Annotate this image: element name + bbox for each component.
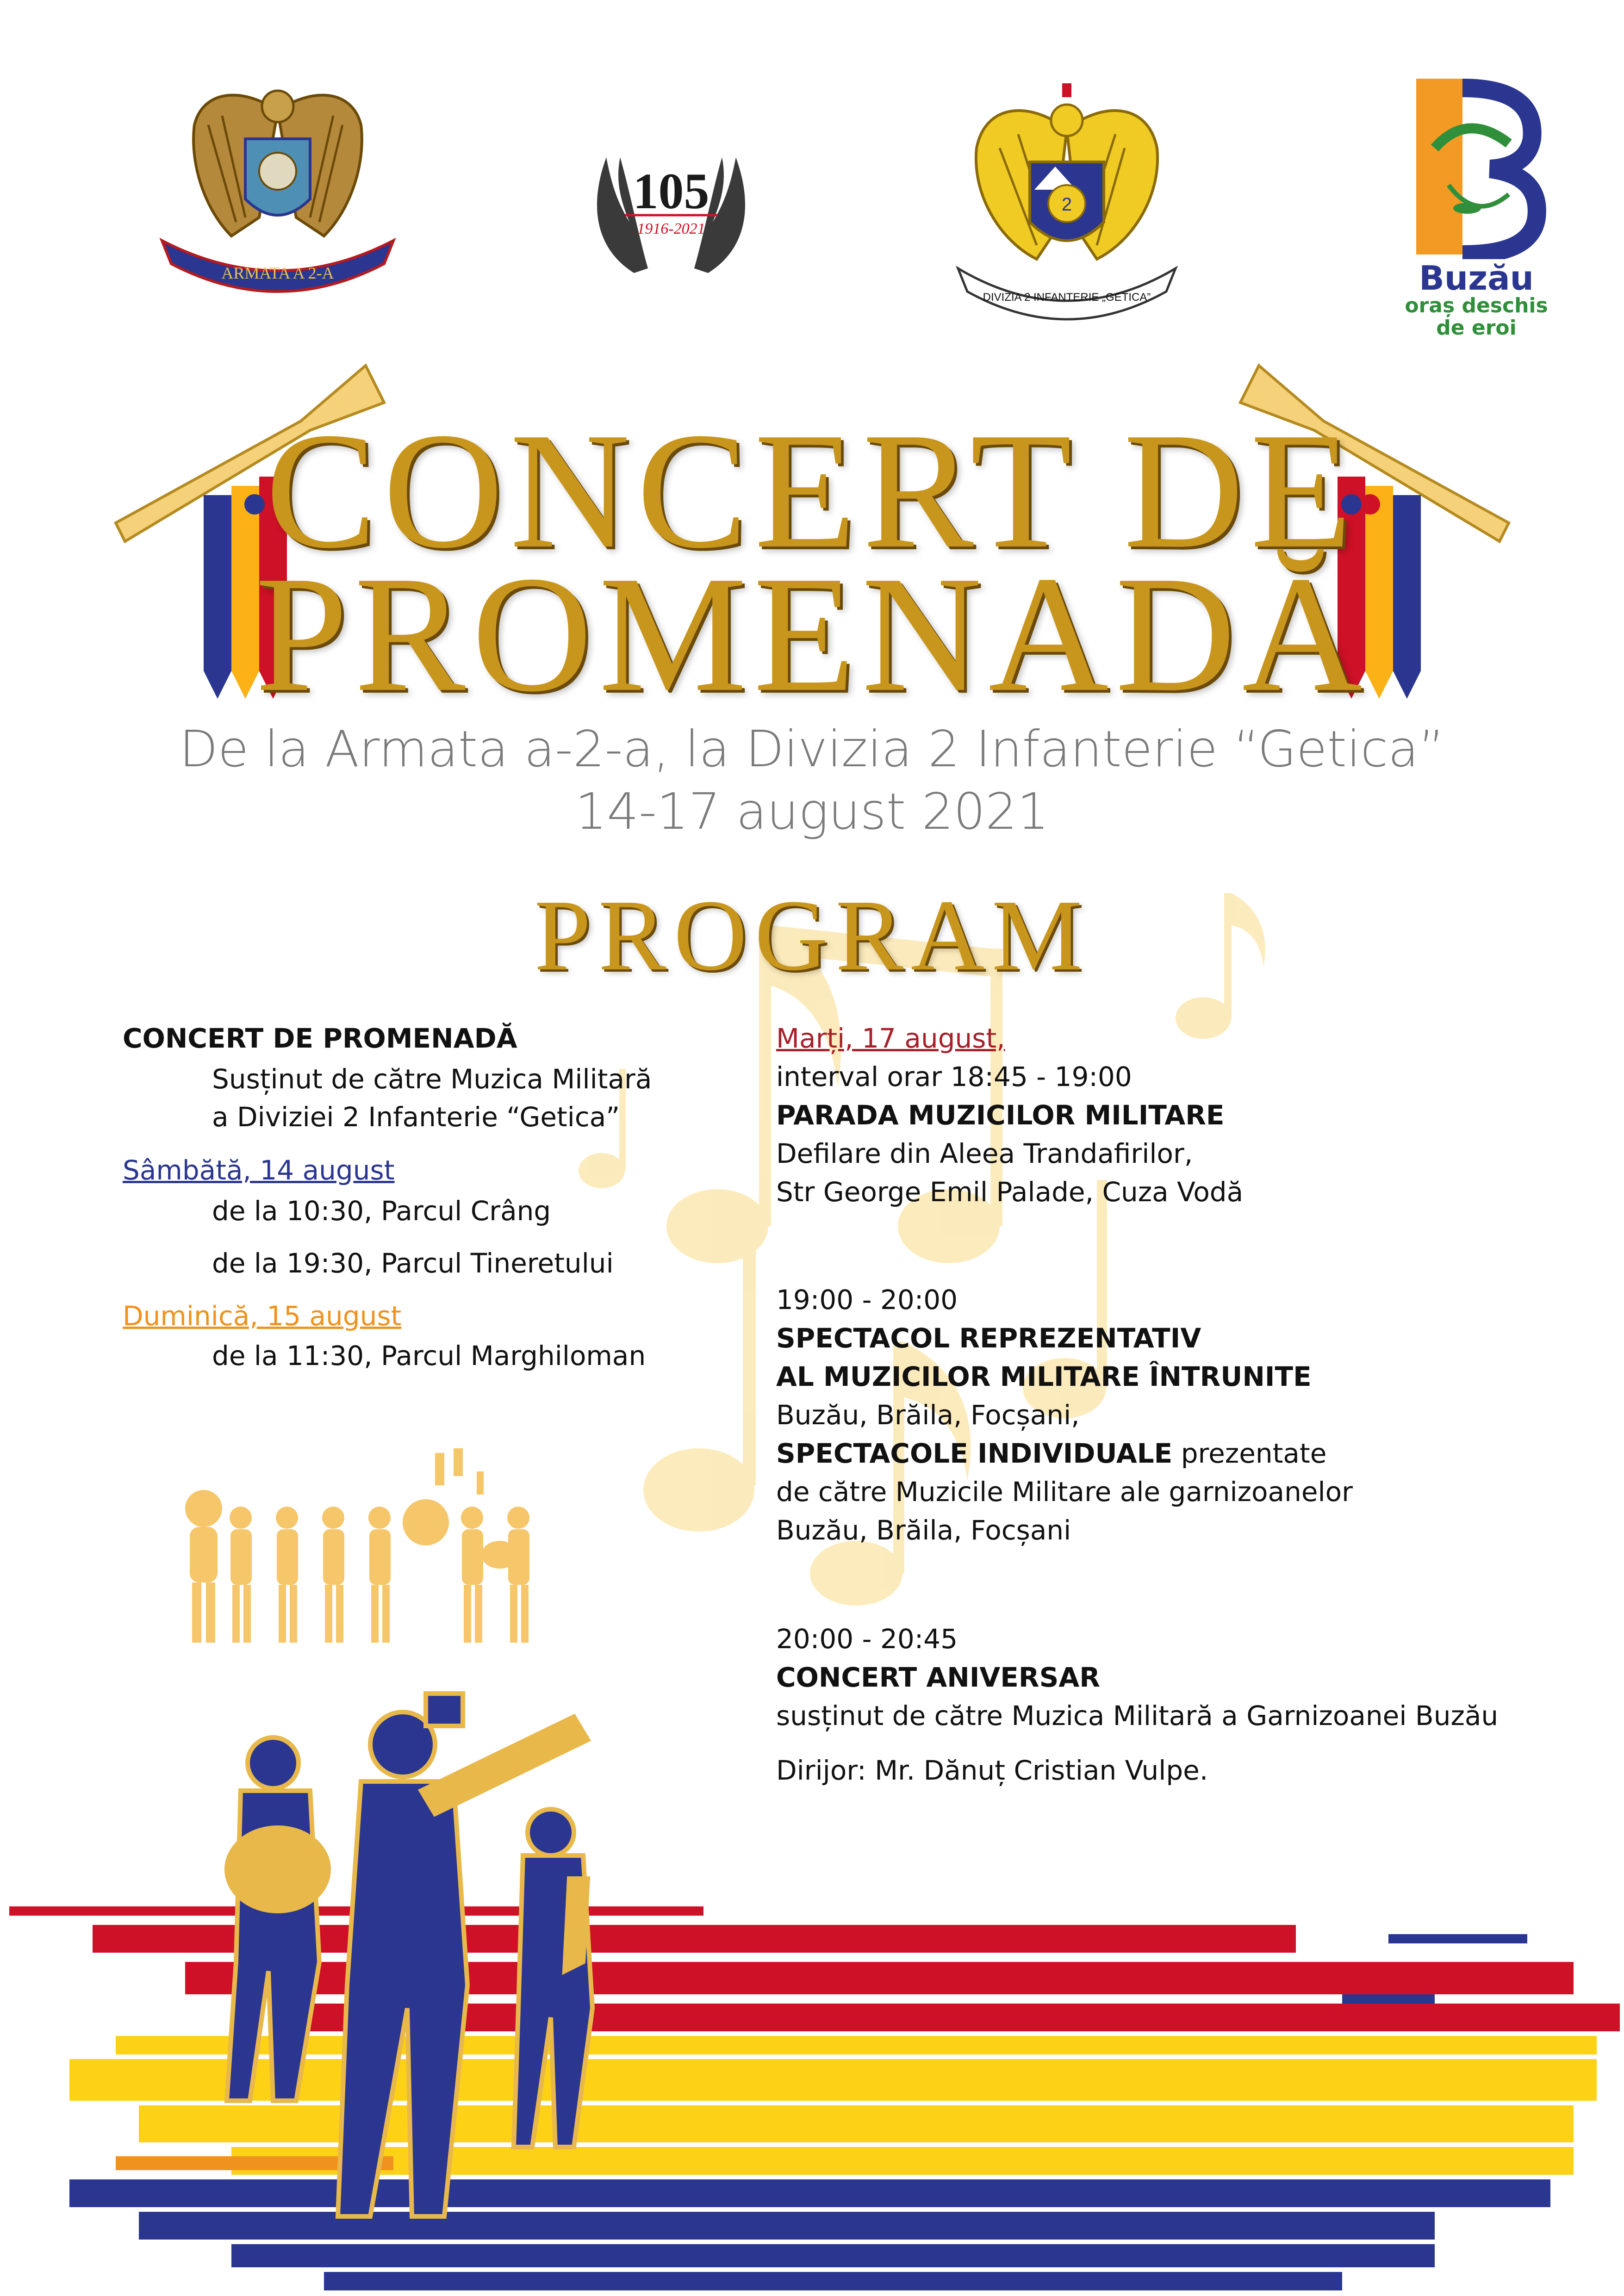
day-tuesday-link[interactable]: Marți, 17 august,	[776, 1023, 1005, 1054]
show-line-4: Buzău, Brăila, Focșani	[776, 1514, 1071, 1546]
show-line-1: Buzău, Brăila, Focșani,	[776, 1399, 1080, 1431]
show-line-2	[776, 1438, 1326, 1470]
anniversary-years: 1916-2021	[637, 220, 705, 237]
division-number: 2	[1061, 194, 1072, 215]
subtitle: De la Armata a-2-a, la Divizia 2 Infanterie “Getica”	[179, 720, 1445, 778]
parade-line-1: Defilare din Aleea Trandafirilor,	[776, 1138, 1193, 1169]
concert-line-1: susținut de către Muzica Militară a Garnizoanei Buzău	[776, 1700, 1499, 1731]
marching-band-illustration-icon	[204, 1684, 643, 2253]
saturday-item-1: de la 10:30, Parcul Crâng	[212, 1195, 551, 1227]
army-emblem-logo	[153, 69, 403, 305]
title-line-1: CONCERT DE	[265, 398, 1359, 583]
time-slot-2: 19:00 - 20:00	[776, 1284, 958, 1316]
day-saturday-link[interactable]: Sâmbătă, 14 august	[123, 1154, 395, 1186]
buzau-tagline-2: de eroi	[1436, 316, 1517, 340]
saturday-item-2: de la 19:30, Parcul Tineretului	[212, 1247, 614, 1279]
day-sunday-link[interactable]: Duminică, 15 august	[123, 1300, 402, 1332]
tuesday-interval: interval orar 18:45 - 19:00	[776, 1061, 1132, 1092]
army-emblem-text: ARMATA A 2-A	[221, 264, 334, 282]
program-heading: PROGRAM	[534, 879, 1090, 992]
individual-shows-label: SPECTACOLE INDIVIDUALE	[776, 1438, 1173, 1469]
individual-shows-rest: prezentate	[1172, 1438, 1327, 1469]
left-concert-heading: CONCERT DE PROMENADĂ	[123, 1023, 517, 1054]
event-dates: 14-17 august 2021	[575, 783, 1049, 841]
parade-title: PARADA MUZICILOR MILITARE	[776, 1099, 1225, 1131]
buzau-b-icon	[1398, 69, 1555, 259]
sunday-item-1: de la 11:30, Parcul Marghiloman	[212, 1340, 646, 1371]
title-line-2: PROMENADĂ	[255, 541, 1369, 726]
show-line-3: de către Muzicile Militare ale garnizoanelor	[776, 1476, 1353, 1508]
buzau-tagline-1: oraș deschis	[1405, 294, 1548, 317]
left-desc-line-1: Susținut de către Muzica Militară	[212, 1063, 652, 1095]
show-title-line-1: SPECTACOL REPREZENTATIV	[776, 1322, 1201, 1354]
buzau-name: Buzău	[1419, 259, 1534, 298]
conductor: Dirijor: Mr. Dănuț Cristian Vulpe.	[776, 1755, 1208, 1786]
parade-line-2: Str George Emil Palade, Cuza Vodă	[776, 1176, 1244, 1208]
show-title-line-2: AL MUZICILOR MILITARE ÎNTRUNITE	[776, 1361, 1312, 1392]
buzau-logo	[1398, 69, 1555, 340]
anniversary-number: 105	[633, 163, 709, 219]
division-emblem-text: DIVIZIA 2 INFANTERIE „GETICA”	[983, 291, 1151, 304]
left-desc-line-2: a Diviziei 2 Infanterie “Getica”	[212, 1101, 620, 1133]
division-emblem-logo	[949, 74, 1185, 333]
concert-title: CONCERT ANIVERSAR	[776, 1662, 1100, 1693]
band-silhouette-icon	[176, 1444, 555, 1647]
anniversary-logo	[579, 130, 764, 282]
time-slot-3: 20:00 - 20:45	[776, 1623, 958, 1655]
